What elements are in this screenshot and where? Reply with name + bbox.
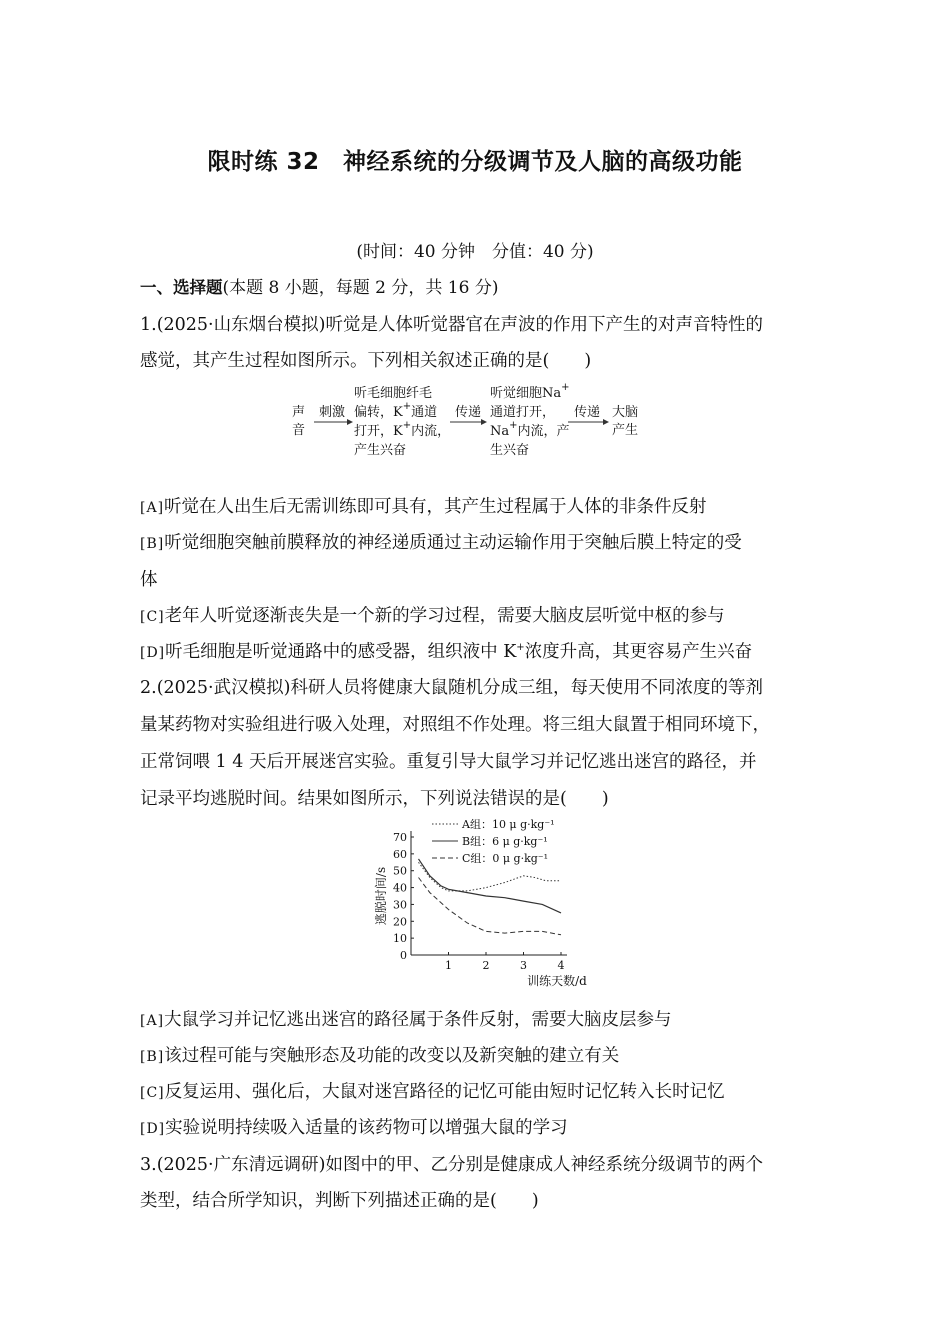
hair-cell-text-d: 内流， [411,424,451,439]
x-tick-label: 4 [557,959,565,972]
node-auditory-cell-1 [490,382,570,402]
option-label: [D] [140,1121,166,1137]
q2-option-b[interactable] [140,1042,619,1067]
node-brain-2: 产生 [612,423,639,438]
legend-label-c: C组：0 μ g·kg⁻¹ [462,852,549,865]
option-label: [C] [140,1085,165,1101]
option-text: 反复运用、强化后，大鼠对迷宫路径的记忆可能由短时记忆转入长时记忆 [164,1082,725,1102]
label-transmit-1: 传递 [455,405,482,420]
x-tick-label: 1 [445,959,452,972]
node-sound-1: 声 [292,405,306,420]
q1-option-b-cont: 体 [140,570,158,590]
y-tick-label: 20 [393,915,407,929]
auditory-text-c: 内流，产 [517,424,570,439]
q2-option-c[interactable] [140,1078,725,1103]
node-brain-1: 大脑 [612,405,639,420]
y-axis-label: 逃脱时间/s [374,866,388,926]
q2-option-a[interactable] [140,1006,672,1031]
escape-time-chart [370,815,587,995]
y-tick-label: 60 [393,847,407,861]
section-label: 一、选择题 [140,278,223,297]
label-stimulus: 刺激 [319,405,346,420]
section-note: (本题 8 小题，每题 2 分，共 16 分) [222,278,499,298]
time-score-info: (时间：40 分钟 分值：40 分) [356,242,594,262]
y-tick-label: 30 [393,898,407,912]
legend-label-a: A组：10 μ g·kg⁻¹ [462,818,555,831]
q1-option-c[interactable] [140,602,725,627]
series-line-b [419,859,562,913]
option-text: 实验说明持续吸入适量的该药物可以增强大鼠的学习 [165,1118,568,1138]
label-transmit-2: 传递 [574,405,601,420]
q3-stem-line1: 3.(2025·广东清远调研)如图中的甲、乙分别是健康成人神经系统分级调节的两个 [140,1155,763,1175]
q1-stem-line2: 感觉，其产生过程如图所示。下列相关叙述正确的是( ) [140,351,592,371]
q1-option-d[interactable] [140,638,752,663]
node-sound-2: 音 [292,423,306,438]
q2-stem-line4: 记录平均逃脱时间。结果如图所示，下列说法错误的是( ) [140,789,609,809]
hair-cell-text-b: 通道 [411,405,438,420]
auditory-text-a: 听觉细胞Na [490,386,562,401]
node-auditory-cell-3 [490,420,570,440]
na-plus-sup-2: + [509,420,518,431]
q2-option-d[interactable] [140,1114,568,1139]
option-label: [B] [140,1049,165,1065]
option-text: 听觉在人出生后无需训练即可具有，其产生过程属于人体的非条件反射 [164,497,707,517]
node-hair-cell-2 [354,401,438,421]
y-tick-label: 70 [393,831,407,844]
node-hair-cell-4: 产生兴奋 [354,443,407,458]
option-text: 听觉细胞突触前膜释放的神经递质通过主动运输作用于突触后膜上特定的受 [164,533,742,553]
hair-cell-text-c: 打开，K [354,424,403,439]
option-text: 老年人听觉逐渐丧失是一个新的学习过程，需要大脑皮层听觉中枢的参与 [164,606,725,626]
x-tick-label: 3 [520,959,527,972]
section-heading [140,273,498,298]
x-axis-label: 训练天数/d [527,974,587,988]
na-plus-sup: + [561,382,570,393]
node-hair-cell-3 [354,420,451,440]
q3-stem-line2: 类型，结合所学知识，判断下列描述正确的是( ) [140,1191,539,1211]
option-label: [A] [140,500,165,516]
escape-time-chart-svg [370,815,587,995]
page-title: 限时练 32 神经系统的分级调节及人脑的高级功能 [207,149,743,175]
q1-option-b[interactable] [140,529,742,554]
option-label: [C] [140,609,165,625]
hair-cell-text-a: 偏转，K [354,405,403,420]
k-plus-sup: + [402,401,412,412]
q2-stem-line2: 量某药物对实验组进行吸入处理，对照组不作处理。将三组大鼠置于相同环境下， [140,715,770,735]
q2-stem-line1: 2.(2025·武汉模拟)科研人员将健康大鼠随机分成三组，每天使用不同浓度的等剂 [140,678,763,698]
series-line-a [419,862,562,891]
node-hair-cell-1: 听毛细胞纤毛 [354,386,433,401]
auditory-text-b: Na [490,424,510,439]
y-tick-label: 50 [393,864,407,878]
y-tick-label: 0 [400,949,407,962]
option-text-b: 浓度升高，其更容易产生兴奋 [524,642,753,662]
k-plus-sup-2: + [402,420,412,431]
x-tick-label: 2 [482,959,490,972]
option-text: 该过程可能与突触形态及功能的改变以及新突触的建立有关 [164,1046,620,1066]
option-label: [D] [140,645,166,661]
hearing-flow-diagram [290,380,660,460]
k-plus-sup: + [516,642,525,653]
node-auditory-cell-4: 生兴奋 [490,443,530,458]
node-auditory-cell-2: 通道打开， [490,405,556,420]
q1-stem-line1: 1.(2025·山东烟台模拟)听觉是人体听觉器官在声波的作用下产生的对声音特性的 [140,315,763,335]
q2-stem-line3: 正常饲喂 1 4 天后开展迷宫实验。重复引导大鼠学习并记忆逃出迷宫的路径，并 [140,752,757,772]
y-tick-label: 10 [393,932,407,946]
option-text-a: 听毛细胞是听觉通路中的感受器，组织液中 K [165,642,517,662]
legend-label-b: B组：6 μ g·kg⁻¹ [462,835,548,848]
option-text: 大鼠学习并记忆逃出迷宫的路径属于条件反射，需要大脑皮层参与 [164,1010,672,1030]
option-label: [A] [140,1013,165,1029]
y-tick-label: 40 [393,881,407,895]
option-label: [B] [140,536,165,552]
q1-option-a[interactable] [140,493,707,518]
